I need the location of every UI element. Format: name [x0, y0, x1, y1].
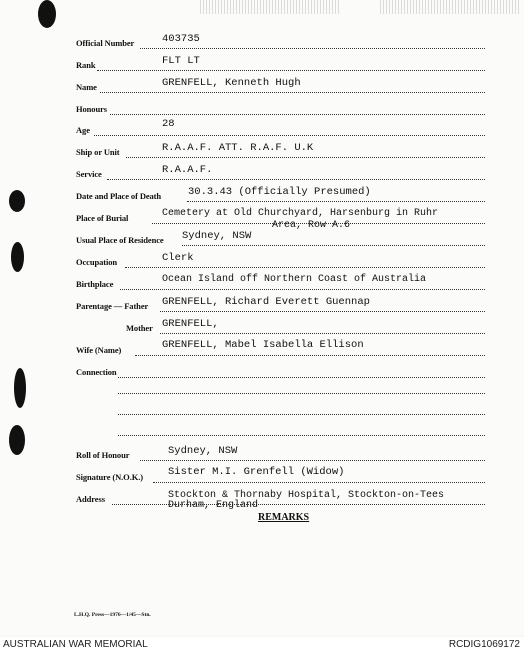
address-value-line2: Durham, England [168, 500, 259, 511]
residence-line [182, 245, 485, 246]
connection-line-2 [118, 393, 485, 394]
service-label: Service [76, 169, 102, 179]
mother-line [160, 333, 485, 334]
roll-of-honour-line [140, 460, 485, 461]
honours-line [110, 114, 485, 115]
connection-line [118, 377, 485, 378]
signature-value: Sister M.I. Grenfell (Widow) [168, 466, 345, 478]
occupation-value: Clerk [162, 252, 194, 264]
occupation-label: Occupation [76, 257, 118, 267]
rank-value: FLT LT [162, 55, 200, 67]
father-label: Parentage — Father [76, 301, 149, 311]
ship-or-unit-label: Ship or Unit [76, 147, 120, 157]
ship-or-unit-line [126, 157, 485, 158]
official-number-value: 403735 [162, 33, 200, 45]
remarks-heading: REMARKS [258, 512, 310, 523]
connection-label: Connection [76, 367, 117, 377]
archive-footer [0, 637, 524, 653]
residence-value: Sydney, NSW [182, 230, 252, 242]
father-line [160, 311, 485, 312]
ship-or-unit-value: R.A.A.F. ATT. R.A.F. U.K [162, 142, 314, 154]
punch-hole [11, 242, 24, 272]
wife-value: GRENFELL, Mabel Isabella Ellison [162, 339, 364, 351]
name-value: GRENFELL, Kenneth Hugh [162, 77, 301, 89]
mother-value: GRENFELL, [162, 318, 219, 330]
printer-imprint: L.H.Q. Press—1976—1/45—Stn. [74, 612, 151, 618]
punch-hole [14, 368, 26, 408]
scan-edge-mark [380, 0, 520, 14]
father-value: GRENFELL, Richard Everett Guennap [162, 296, 370, 308]
scan-edge-mark [200, 0, 340, 14]
age-value: 28 [162, 118, 175, 130]
birthplace-line [120, 289, 485, 290]
connection-line-4 [118, 435, 485, 436]
burial-value-line1: Cemetery at Old Churchyard, Harsenburg in Ruhr [162, 208, 439, 219]
burial-value-line2: Area, Row A.6 [272, 220, 351, 231]
death-line [187, 201, 485, 202]
burial-label: Place of Burial [76, 213, 129, 223]
honours-label: Honours [76, 104, 107, 114]
roll-of-honour-label: Roll of Honour [76, 450, 130, 460]
service-value: R.A.A.F. [162, 164, 213, 176]
punch-hole [38, 0, 56, 28]
footer-institution: AUSTRALIAN WAR MEMORIAL [3, 639, 148, 650]
mother-label: Mother [126, 323, 153, 333]
roll-of-honour-value: Sydney, NSW [168, 445, 238, 457]
death-label: Date and Place of Death [76, 191, 162, 201]
name-line [100, 92, 485, 93]
signature-line [153, 482, 485, 483]
footer-record-id: RCDIG1069172 [448, 639, 520, 650]
age-line [94, 135, 485, 136]
service-line [107, 179, 485, 180]
birthplace-label: Birthplace [76, 279, 114, 289]
birthplace-value: Ocean Island off Northern Coast of Australia [162, 274, 427, 285]
name-label: Name [76, 82, 97, 92]
rank-line [97, 70, 485, 71]
residence-label: Usual Place of Residence [76, 235, 164, 245]
connection-line-3 [118, 414, 485, 415]
wife-label: Wife (Name) [76, 345, 122, 355]
punch-hole [9, 425, 25, 455]
address-value-line1: Stockton & Thornaby Hospital, Stockton-on-Tees [168, 490, 445, 501]
age-label: Age [76, 125, 90, 135]
occupation-line [125, 267, 485, 268]
death-value: 30.3.43 (Officially Presumed) [188, 186, 371, 198]
signature-label: Signature (N.O.K.) [76, 472, 143, 482]
wife-line [135, 355, 485, 356]
address-label: Address [76, 494, 105, 504]
punch-hole [9, 190, 25, 212]
official-number-line [140, 48, 485, 49]
rank-label: Rank [76, 60, 96, 70]
official-number-label: Official Number [76, 38, 135, 48]
